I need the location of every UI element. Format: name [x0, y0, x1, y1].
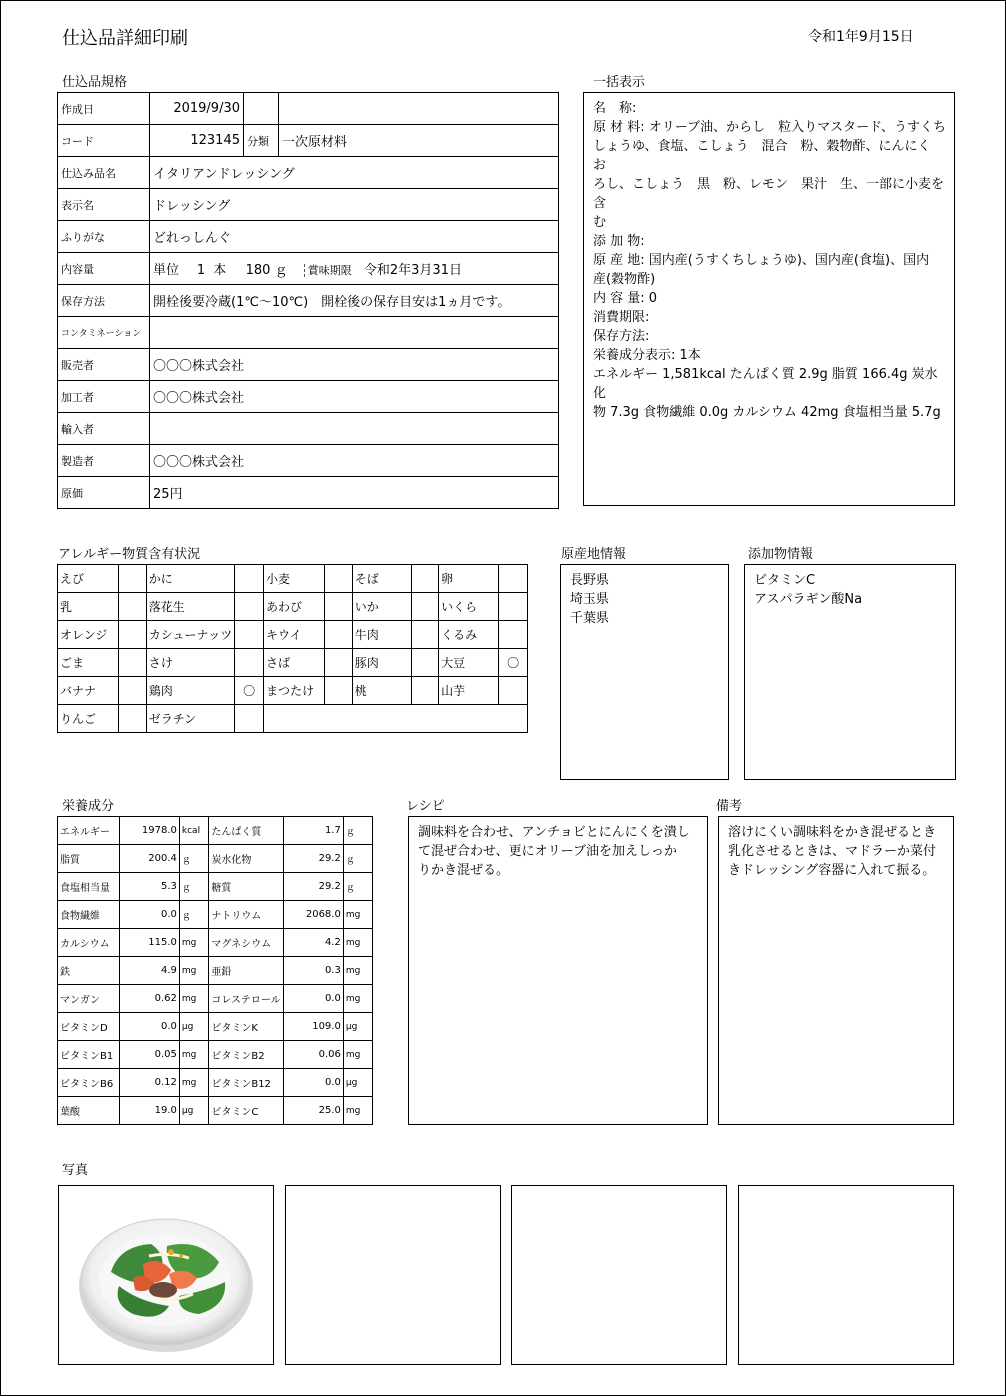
photo-frame-1[interactable]	[58, 1185, 274, 1365]
spec-row-furigana	[58, 221, 559, 253]
spec-row-display	[58, 189, 559, 221]
allergen-mark	[235, 649, 264, 677]
nutrient-name: 脂質	[58, 845, 120, 873]
allergen-mark	[411, 593, 439, 621]
allergen-mark	[411, 649, 439, 677]
notes-line: きドレッシング容器に入れて振る。	[728, 863, 936, 878]
weight-value: 180	[245, 263, 271, 278]
nutrient-value: 0.62	[119, 985, 179, 1013]
ikkatsu-line: ろし、こしょう 黒 粉、レモン 果汁 生、一部に小麦を含	[593, 177, 945, 211]
maker-value: 〇〇〇株式会社	[150, 445, 559, 477]
ikkatsu-line: 栄養成分表示: 1本	[593, 348, 701, 363]
nutrition-row	[58, 873, 373, 901]
nutrient-name: ビタミンB2	[209, 1041, 283, 1069]
nutrient-unit: mg	[179, 929, 208, 957]
allergen-name: くるみ	[439, 621, 499, 649]
allergen-name: さけ	[146, 649, 235, 677]
allergen-mark	[119, 649, 147, 677]
allergen-mark	[499, 621, 528, 649]
processor-value: 〇〇〇株式会社	[150, 381, 559, 413]
nutrient-value: 0.12	[119, 1069, 179, 1097]
allergen-mark	[325, 649, 353, 677]
nutrient-unit: mg	[179, 985, 208, 1013]
nutrient-value: 1978.0	[119, 817, 179, 845]
allergen-name: かに	[146, 565, 235, 593]
nutrient-name: カルシウム	[58, 929, 120, 957]
allergen-name: バナナ	[58, 677, 119, 705]
unit-qty: 1	[196, 263, 206, 278]
allergen-name: 小麦	[263, 565, 324, 593]
ikkatsu-line: しょうゆ、食塩、こしょう 混合 粉、穀物酢、にんにく お	[593, 139, 944, 173]
allergen-name: 大豆	[439, 649, 499, 677]
notes-line: 溶けにくい調味料をかき混ぜるとき	[728, 825, 937, 840]
notes-line: 乳化させるときは、マドラーか菜付	[728, 844, 937, 859]
allergy-row	[58, 649, 528, 677]
cost-label: 原価	[58, 477, 150, 509]
nutrition-row	[58, 1097, 373, 1125]
contam-label: コンタミネーション	[58, 317, 150, 349]
ikkatsu-line: 原 産 地: 国内産(うすくちしょうゆ)、国内産(食塩)、国内	[593, 253, 930, 268]
nutrient-unit: mg	[179, 1041, 208, 1069]
photo-frame-3[interactable]	[511, 1185, 727, 1365]
allergen-name: カシューナッツ	[146, 621, 235, 649]
nutrient-unit: mg	[343, 957, 372, 985]
spec-table	[57, 92, 559, 509]
maker-label: 製造者	[58, 445, 150, 477]
allergen-mark: 〇	[499, 649, 528, 677]
cost-value: 25円	[150, 477, 559, 509]
allergy-row	[58, 621, 528, 649]
ikkatsu-line: 物 7.3g 食物繊維 0.0g カルシウム 42mg 食塩相当量 5.7g	[593, 405, 941, 420]
nutrient-unit: mg	[343, 929, 372, 957]
allergen-mark	[499, 565, 528, 593]
allergen-name: 鶏肉	[146, 677, 235, 705]
category-label: 分類	[244, 125, 279, 157]
nutrient-value: 19.0	[119, 1097, 179, 1125]
furigana-value: どれっしんぐ	[150, 221, 559, 253]
nutrient-unit: μg	[179, 1013, 208, 1041]
storage-label: 保存方法	[58, 285, 150, 317]
nutrient-unit: mg	[179, 957, 208, 985]
nutrient-name: ビタミンC	[209, 1097, 283, 1125]
nutrition-row	[58, 929, 373, 957]
name-value: イタリアンドレッシング	[150, 157, 559, 189]
category-value: 一次原材料	[279, 125, 559, 157]
ikkatsu-line: む	[593, 215, 607, 230]
allergen-mark	[235, 621, 264, 649]
allergen-mark	[119, 677, 147, 705]
allergen-name: 落花生	[146, 593, 235, 621]
allergen-mark	[325, 593, 353, 621]
nutrient-unit: mg	[343, 901, 372, 929]
allergy-row	[58, 565, 528, 593]
allergy-empty-cell	[263, 705, 527, 733]
nutrient-name: ビタミンK	[209, 1013, 283, 1041]
nutrient-name: 食塩相当量	[58, 873, 120, 901]
ikkatsu-box	[583, 92, 955, 506]
spec-row-importer	[58, 413, 559, 445]
notes-box	[718, 816, 954, 1125]
ikkatsu-line: 名 称:	[593, 101, 637, 116]
allergen-mark	[235, 593, 264, 621]
nutrient-value: 1.7	[283, 817, 343, 845]
allergen-name: ゼラチン	[146, 705, 235, 733]
spec-row-storage	[58, 285, 559, 317]
nutrient-name: ナトリウム	[209, 901, 283, 929]
nutrient-unit: μg	[179, 1097, 208, 1125]
nutrient-name: ビタミンB1	[58, 1041, 120, 1069]
nutrient-name: 鉄	[58, 957, 120, 985]
allergen-name: ごま	[58, 649, 119, 677]
nutrient-unit: μg	[343, 1069, 372, 1097]
allergen-name: 卵	[439, 565, 499, 593]
origin-item: 千葉県	[570, 611, 610, 626]
content-label: 内容量	[58, 253, 150, 285]
nutrient-name: マンガン	[58, 985, 120, 1013]
allergy-table	[57, 564, 528, 733]
seller-label: 販売者	[58, 349, 150, 381]
nutrient-name: ビタミンD	[58, 1013, 120, 1041]
allergen-name: 牛肉	[352, 621, 411, 649]
allergen-name: 乳	[58, 593, 119, 621]
allergen-name: いくら	[439, 593, 499, 621]
nutrient-unit: ｇ	[343, 873, 372, 901]
additive-box	[744, 564, 956, 780]
nutrient-value: 4.9	[119, 957, 179, 985]
created-value: 2019/9/30	[150, 93, 244, 125]
allergy-row	[58, 593, 528, 621]
nutrition-section-label: 栄養成分	[62, 799, 115, 814]
allergen-name: 豚肉	[352, 649, 411, 677]
expiry-label: 賞味期限	[304, 264, 352, 277]
photo-frame-2[interactable]	[285, 1185, 501, 1365]
allergen-mark: 〇	[235, 677, 264, 705]
allergen-mark	[411, 621, 439, 649]
nutrient-value: 5.3	[119, 873, 179, 901]
allergen-mark	[499, 593, 528, 621]
recipe-line: りかき混ぜる。	[418, 863, 510, 878]
allergen-mark	[235, 565, 264, 593]
origin-box	[560, 564, 729, 780]
allergen-mark	[119, 621, 147, 649]
nutrient-value: 29.2	[283, 845, 343, 873]
ikkatsu-line: 添 加 物:	[593, 234, 645, 249]
allergen-name: さば	[263, 649, 324, 677]
allergen-name: キウイ	[263, 621, 324, 649]
nutrient-value: 25.0	[283, 1097, 343, 1125]
allergen-name: えび	[58, 565, 119, 593]
allergen-mark	[325, 621, 353, 649]
unit-label: 単位	[153, 263, 180, 278]
spec-row-processor	[58, 381, 559, 413]
nutrient-name: たんぱく質	[209, 817, 283, 845]
salad-dish-image	[59, 1186, 273, 1364]
name-label: 仕込み品名	[58, 157, 150, 189]
content-value	[150, 253, 559, 285]
additive-item: アスパラギン酸Na	[754, 592, 863, 607]
nutrient-unit: ｇ	[179, 873, 208, 901]
nutrition-row	[58, 817, 373, 845]
nutrient-value: 0.0	[119, 1013, 179, 1041]
nutrition-row	[58, 985, 373, 1013]
allergen-mark	[235, 705, 264, 733]
ikkatsu-line: 内 容 量: 0	[593, 291, 658, 306]
allergy-row	[58, 677, 528, 705]
nutrient-name: ビタミンB6	[58, 1069, 120, 1097]
spec-row-created	[58, 93, 559, 125]
nutrient-unit: ｇ	[343, 845, 372, 873]
nutrient-unit: ｇ	[343, 817, 372, 845]
allergy-section-label: アレルギー物質含有状況	[58, 547, 201, 562]
nutrient-unit: kcal	[179, 817, 208, 845]
allergen-name: オレンジ	[58, 621, 119, 649]
created-blank	[244, 93, 279, 125]
unit-name: 本	[213, 263, 227, 278]
nutrient-name: ビタミンB12	[209, 1069, 283, 1097]
nutrient-unit: ｇ	[179, 845, 208, 873]
notes-section-label: 備考	[716, 799, 743, 814]
spec-section-label: 仕込品規格	[62, 75, 128, 90]
processor-label: 加工者	[58, 381, 150, 413]
page-title: 仕込品詳細印刷	[62, 28, 188, 49]
photo-frame-4[interactable]	[738, 1185, 954, 1365]
allergen-mark	[119, 593, 147, 621]
nutrient-value: 109.0	[283, 1013, 343, 1041]
nutrient-name: 亜鉛	[209, 957, 283, 985]
furigana-label: ふりがな	[58, 221, 150, 253]
nutrient-unit: mg	[343, 985, 372, 1013]
code-label: コード	[58, 125, 150, 157]
spec-row-seller	[58, 349, 559, 381]
nutrient-value: 0.0	[119, 901, 179, 929]
allergen-name: りんご	[58, 705, 119, 733]
weight-unit: ｇ	[274, 263, 288, 278]
importer-label: 輸入者	[58, 413, 150, 445]
nutrient-value: 0.3	[283, 957, 343, 985]
display-value: ドレッシング	[150, 189, 559, 221]
nutrient-value: 0.0	[283, 1069, 343, 1097]
allergen-mark	[499, 677, 528, 705]
spec-row-name	[58, 157, 559, 189]
allergen-name: そば	[352, 565, 411, 593]
nutrient-value: 0.05	[119, 1041, 179, 1069]
ikkatsu-section-label: 一括表示	[593, 75, 646, 90]
nutrient-name: 葉酸	[58, 1097, 120, 1125]
allergen-mark	[325, 565, 353, 593]
ikkatsu-line: 原 材 料: オリーブ油、からし 粒入りマスタード、うすくち	[593, 120, 946, 135]
print-date: 令和1年9月15日	[808, 29, 914, 45]
nutrient-name: エネルギー	[58, 817, 120, 845]
spec-row-contam	[58, 317, 559, 349]
nutrient-unit: μg	[343, 1013, 372, 1041]
spec-row-cost	[58, 477, 559, 509]
created-label: 作成日	[58, 93, 150, 125]
allergen-mark	[119, 565, 147, 593]
ikkatsu-line: 保存方法:	[593, 329, 650, 344]
allergy-row	[58, 705, 528, 733]
nutrition-table	[57, 816, 373, 1125]
nutrient-name: 食物繊維	[58, 901, 120, 929]
spec-row-code	[58, 125, 559, 157]
recipe-section-label: レシピ	[406, 799, 445, 814]
allergen-mark	[411, 565, 439, 593]
recipe-line: て混ぜ合わせ、更にオリーブ油を加えしっか	[418, 844, 677, 859]
nutrient-unit: mg	[343, 1097, 372, 1125]
allergen-name: まつたけ	[263, 677, 324, 705]
nutrient-value: 2068.0	[283, 901, 343, 929]
allergen-name: 桃	[352, 677, 411, 705]
nutrition-row	[58, 901, 373, 929]
seller-value: 〇〇〇株式会社	[150, 349, 559, 381]
nutrition-row	[58, 957, 373, 985]
nutrient-value: 0.0	[283, 985, 343, 1013]
ikkatsu-line: 産(穀物酢)	[593, 272, 656, 287]
additive-item: ビタミンC	[754, 573, 816, 588]
nutrition-row	[58, 1013, 373, 1041]
allergen-name: 山芋	[439, 677, 499, 705]
origin-section-label: 原産地情報	[561, 547, 627, 562]
allergen-name: いか	[352, 593, 411, 621]
nutrient-unit: mg	[179, 1069, 208, 1097]
nutrient-name: マグネシウム	[209, 929, 283, 957]
nutrient-value: 200.4	[119, 845, 179, 873]
nutrient-unit: mg	[343, 1041, 372, 1069]
nutrition-row	[58, 1041, 373, 1069]
nutrient-value: 29.2	[283, 873, 343, 901]
nutrient-value: 4.2	[283, 929, 343, 957]
contam-value	[150, 317, 559, 349]
storage-value: 開栓後要冷蔵(1℃～10℃) 開栓後の保存目安は1ヵ月です。	[150, 285, 559, 317]
nutrient-name: 糖質	[209, 873, 283, 901]
allergen-mark	[411, 677, 439, 705]
spec-row-maker	[58, 445, 559, 477]
created-extra	[279, 93, 559, 125]
ikkatsu-line: 消費期限:	[593, 310, 650, 325]
origin-item: 埼玉県	[570, 592, 610, 607]
nutrition-row	[58, 845, 373, 873]
nutrient-unit: ｇ	[179, 901, 208, 929]
nutrient-value: 115.0	[119, 929, 179, 957]
display-label: 表示名	[58, 189, 150, 221]
nutrient-name: 炭水化物	[209, 845, 283, 873]
additive-section-label: 添加物情報	[748, 547, 814, 562]
recipe-line: 調味料を合わせ、アンチョビとにんにくを潰し	[418, 825, 690, 840]
nutrition-row	[58, 1069, 373, 1097]
spec-row-content	[58, 253, 559, 285]
allergen-mark	[119, 705, 147, 733]
origin-item: 長野県	[570, 573, 610, 588]
importer-value	[150, 413, 559, 445]
expiry-value: 令和2年3月31日	[363, 263, 462, 278]
nutrient-value: 0.06	[283, 1041, 343, 1069]
allergen-name: あわび	[263, 593, 324, 621]
allergen-mark	[325, 677, 353, 705]
ikkatsu-line: エネルギー 1,581kcal たんぱく質 2.9g 脂質 166.4g 炭水化	[593, 367, 938, 401]
code-value: 123145	[150, 125, 244, 157]
photos-section-label: 写真	[62, 1163, 89, 1178]
recipe-box	[408, 816, 708, 1125]
nutrient-name: コレステロール	[209, 985, 283, 1013]
